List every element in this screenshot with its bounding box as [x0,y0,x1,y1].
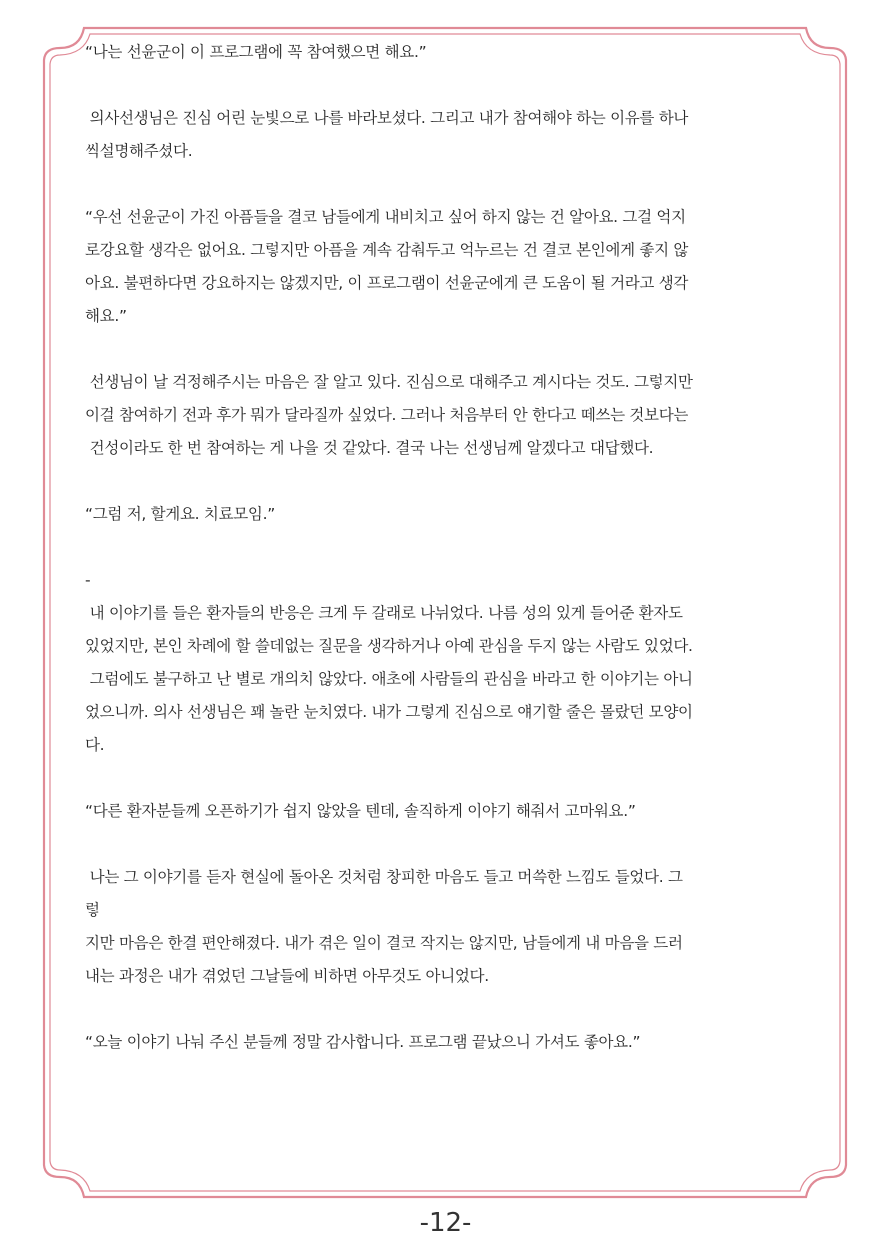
paragraph-gap [85,828,815,861]
paragraph: 나는 그 이야기를 듣자 현실에 돌아온 것처럼 창피한 마음도 들고 머쓱한 느낌도 들었다. 그 렇 지만 마음은 한결 편안해졌다. 내가 겪은 일이 결코 작지는 않지만, 남들에게 내 마음을 드러 내는 과정은 내가 겪었던 그날들에 비하면 아무것도 아니었다. [85,868,683,985]
paragraph: “다른 환자분들께 오픈하기가 쉽지 않았을 텐데, 솔직하게 이야기 해줘서 고마워요.” [85,802,636,820]
paragraph: 의사선생님은 진심 어린 눈빛으로 나를 바라보셨다. 그리고 내가 참여해야 하는 이유를 하나 씩설명해주셨다. [85,109,689,160]
paragraph-gap [85,333,815,366]
paragraph-gap [85,168,815,201]
page-number: -12- [419,1208,472,1238]
paragraph: 내 이야기를 들은 환자들의 반응은 크게 두 갈래로 나뉘었다. 나름 성의 있게 들어준 환자도 있었지만, 본인 차례에 할 쓸데없는 질문을 생각하거나 아예 관심을 두지 않는 사람도 있었다. 그럼에도 불구하고 난 별로 개의치 않았다. 애초에 사람들의 관심을 바라고 한 이야기는 아니 었으니까. 의사 선생님은 꽤 놀란 눈치였다. 내가 그렇게 진심으로 얘기할 줄은 몰랐던 모양이 다. [85,604,693,754]
story-text [85,36,815,1059]
paragraph-gap [85,69,815,102]
section-divider: - [85,571,91,589]
paragraph: “나는 선윤군이 이 프로그램에 꼭 참여했으면 해요.” [85,43,427,61]
paragraph: “우선 선윤군이 가진 아픔들을 결코 남들에게 내비치고 싶어 하지 않는 건 알아요. 그걸 억지 로강요할 생각은 없어요. 그렇지만 아픔을 계속 감춰두고 억누르는 건 결코 본인에게 좋지 않 아요. 불편하다면 강요하지는 않겠지만, 이 프로그램이 선윤군에게 큰 도움이 될 거라고 생각 해요.” [85,208,689,325]
paragraph: “오늘 이야기 나눠 주신 분들께 정말 감사합니다. 프로그램 끝났으니 가셔도 좋아요.” [85,1033,641,1051]
paragraph: 선생님이 날 걱정해주시는 마음은 잘 알고 있다. 진심으로 대해주고 계시다는 것도. 그렇지만 이걸 참여하기 전과 후가 뭐가 달라질까 싶었다. 그러나 처음부터 안 한다고 떼쓰는 것보다는 건성이라도 한 번 참여하는 게 나을 것 같았다. 결국 나는 선생님께 알겠다고 대답했다. [85,373,693,457]
paragraph: “그럼 저, 할게요. 치료모임.” [85,505,275,523]
paragraph-gap [85,531,815,564]
paragraph-gap [85,993,815,1026]
paragraph-gap [85,465,815,498]
paragraph-gap [85,762,815,795]
